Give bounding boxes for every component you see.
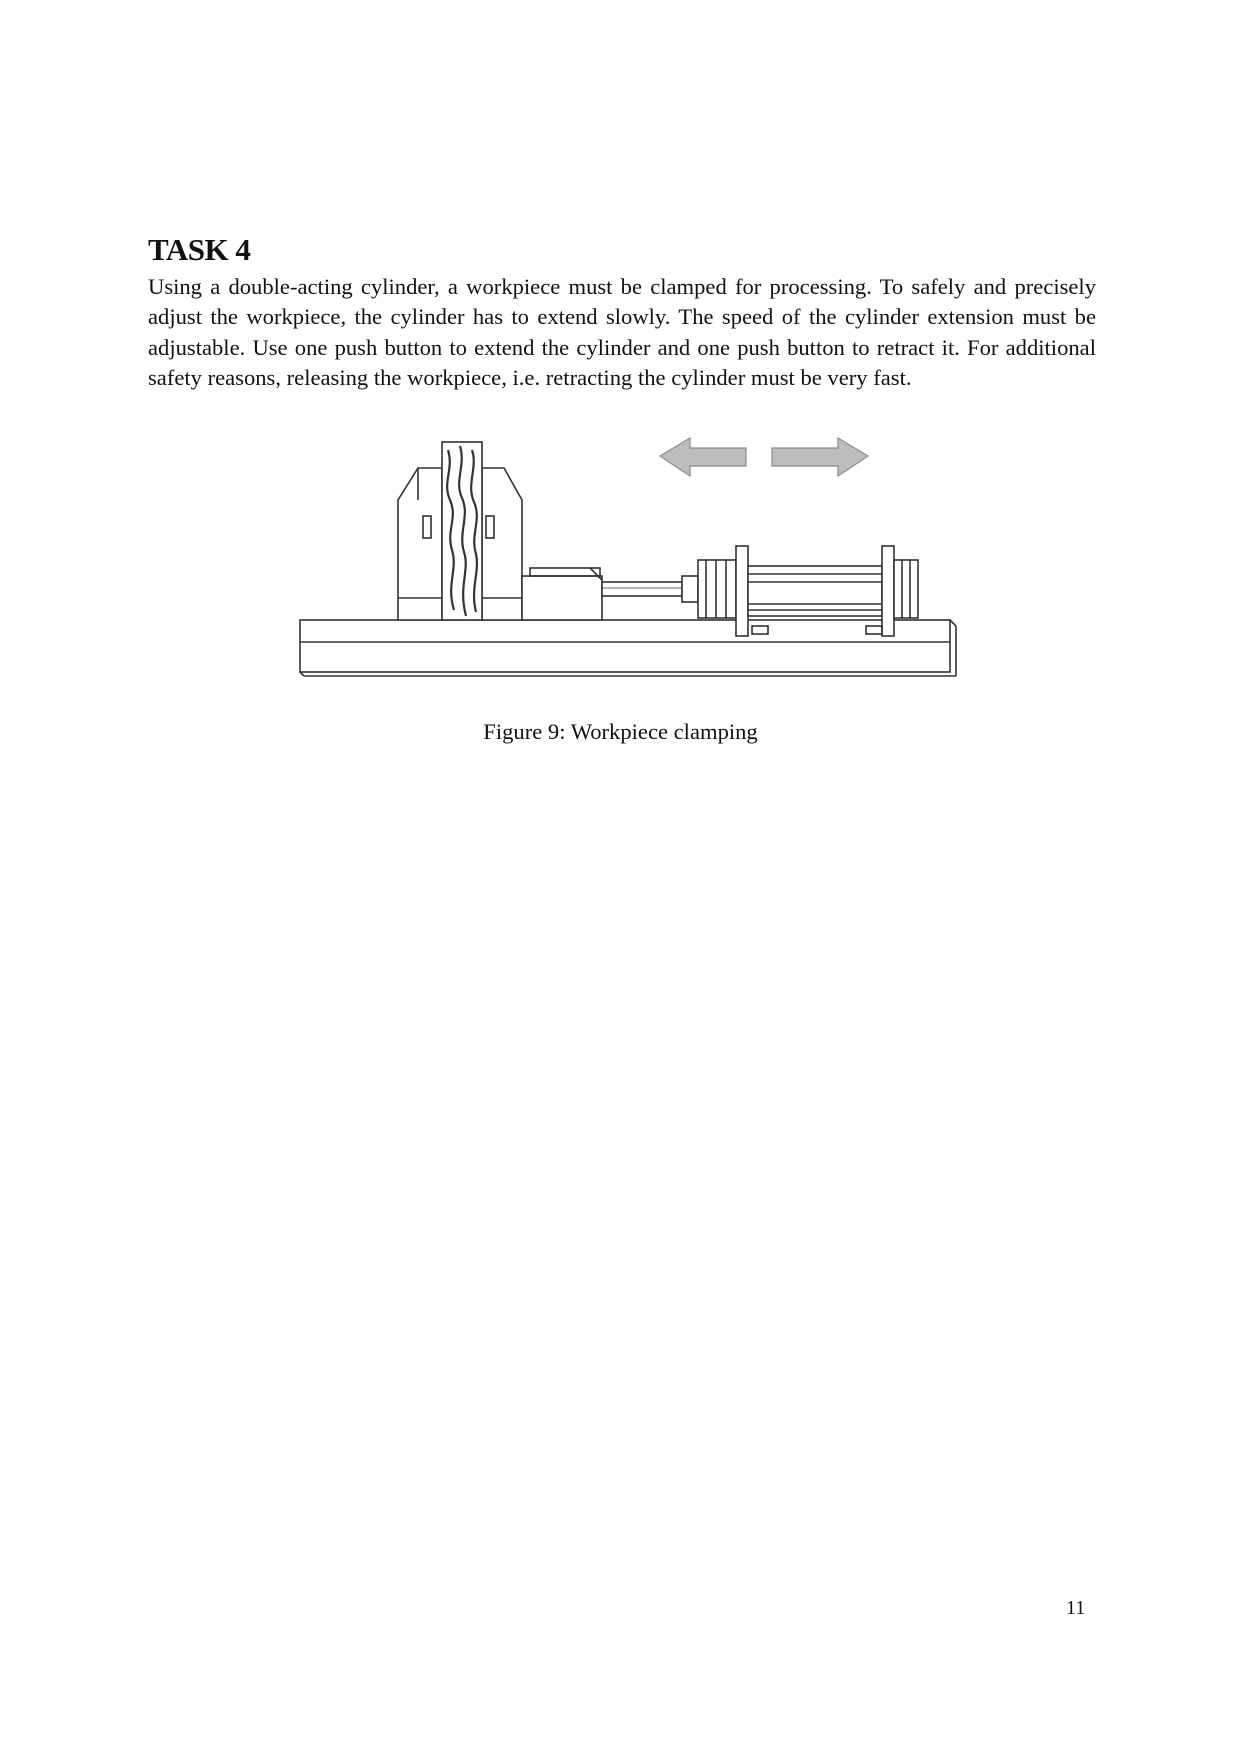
rear-mount: [882, 546, 894, 636]
piston-rod: [602, 582, 682, 596]
front-mount: [736, 546, 748, 636]
base-plate: [300, 620, 950, 672]
extend-arrow-icon: [772, 438, 868, 476]
task-description: Using a double-acting cylinder, a workpiece must be clamped for processing. To safely and precisely adjust the workpiece, the cylinder has to extend slowly. The speed of the cylinder extension must be adjustable. Use one push button to extend the cylinder and one push button to retract it. For additional safety reasons, releasing the workpiece, i.e. retracting the cylinder must be very fast.: [148, 274, 1096, 391]
page-number: 11: [1066, 1597, 1086, 1619]
cylinder-rear-cap: [894, 560, 918, 618]
retract-arrow-icon: [660, 438, 746, 476]
workpiece-clamping-figure: [290, 420, 970, 690]
cylinder-front-cap: [698, 560, 736, 618]
workpiece-clamping-illustration: [290, 420, 970, 690]
slide-block: [522, 576, 602, 620]
task-heading: TASK 4: [148, 232, 251, 267]
figure-caption: Figure 9: Workpiece clamping: [483, 719, 758, 744]
